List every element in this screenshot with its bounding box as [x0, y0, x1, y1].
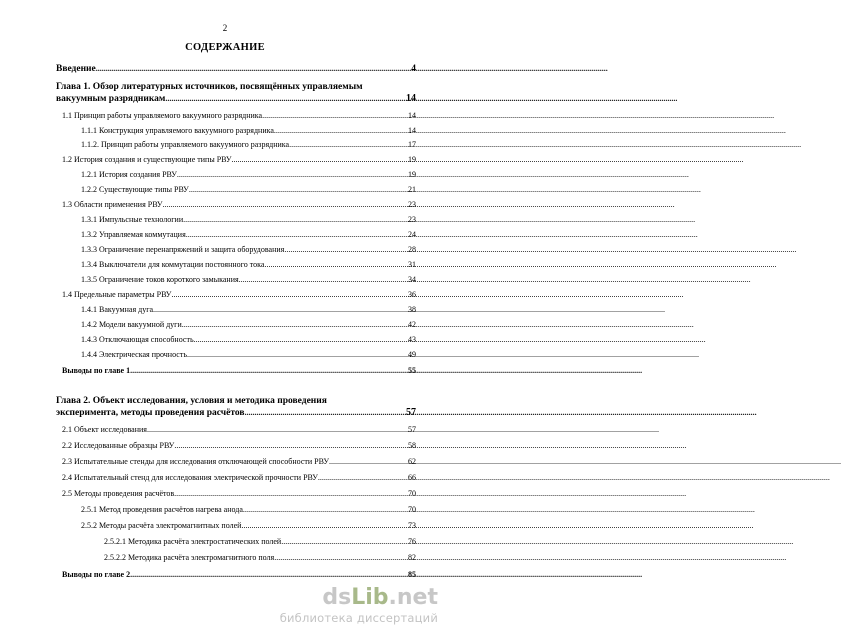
chapter-page: 14: [406, 93, 416, 104]
toc-entry[interactable]: [81, 245, 416, 255]
leader-dots: [96, 64, 412, 74]
leader-dots: [130, 570, 408, 580]
toc-entry-conclusions-1[interactable]: [62, 366, 416, 376]
toc-entry-label: 2.5.2.2 Методика расчёта электромагнитного поля: [104, 553, 275, 562]
toc-entry-page: 57: [408, 425, 416, 434]
toc-entry-page: 14: [408, 126, 416, 135]
toc-entry-page: 70: [408, 489, 416, 498]
leader-dots: [329, 457, 408, 467]
toc-entry-page: 19: [408, 155, 416, 164]
toc-entry-label: 2.1 Объект исследования: [62, 425, 147, 434]
toc-entry-page: 24: [408, 230, 416, 239]
toc-entry-label: 1.3.5 Ограничение токов короткого замыкания: [81, 275, 239, 284]
toc-entry[interactable]: [62, 425, 416, 435]
chapter-title-line2: вакуумным разрядникам: [56, 94, 166, 104]
toc-entry-label: 1.4.3 Отключающая способность: [81, 335, 194, 344]
toc-entry[interactable]: [62, 290, 416, 300]
toc-entry-label: 1.1.1 Конструкция управляемого вакуумного разрядника: [81, 126, 274, 135]
leader-dots: [232, 155, 409, 165]
watermark-subtitle: библиотека диссертаций: [279, 611, 438, 625]
toc-entry-label: 1.4.2 Модели вакуумной дуги: [81, 320, 182, 329]
toc-entry[interactable]: [62, 489, 416, 499]
toc-entry-page: 76: [408, 537, 416, 546]
toc-entry-page: 34: [408, 275, 416, 284]
logo-prefix: ds: [322, 585, 352, 610]
leader-dots: [284, 245, 408, 255]
toc-entry-label: 1.3.1 Импульсные технологии: [81, 215, 184, 224]
leader-dots: [174, 441, 408, 451]
toc-entry-label: 1.4 Предельные параметры РВУ: [62, 290, 172, 299]
toc-entry-label: Выводы по главе 1: [62, 366, 131, 375]
page-number: 2: [222, 23, 228, 33]
toc-entry-page: 42: [408, 320, 416, 329]
toc-entry-page: 82: [408, 553, 416, 562]
leader-dots: [177, 170, 408, 180]
toc-entry-page: 28: [408, 245, 416, 254]
toc-entry[interactable]: [62, 473, 416, 483]
toc-entry-label: 1.3 Области применения РВУ: [62, 200, 163, 209]
toc-entry-page: 38: [408, 305, 416, 314]
toc-entry-page: 66: [408, 473, 416, 482]
toc-entry[interactable]: [62, 457, 416, 467]
toc-entry-page: 17: [408, 140, 416, 149]
toc-entry-page: 4: [411, 64, 416, 74]
chapter-title-line1: Глава 2. Объект исследования, условия и методика проведения: [56, 396, 327, 406]
toc-entry-label: Введение: [56, 64, 96, 74]
toc-entry[interactable]: [81, 320, 416, 330]
toc-chapter-2[interactable]: [56, 395, 416, 419]
toc-entry-label: 2.2 Исследованные образцы РВУ: [62, 441, 175, 450]
leader-dots: [239, 275, 408, 285]
toc-entry-page: 36: [408, 290, 416, 299]
toc-entry[interactable]: [81, 350, 416, 360]
toc-entry[interactable]: [81, 140, 416, 150]
toc-entry-page: 43: [408, 335, 416, 344]
leader-dots: [241, 521, 408, 531]
leader-dots: [187, 350, 408, 360]
toc-entry[interactable]: [81, 275, 416, 285]
toc-entry-label: 2.5.2.1 Методика расчёта электростатических полей: [104, 537, 282, 546]
toc-entry[interactable]: [81, 215, 416, 225]
toc-entry[interactable]: [81, 305, 416, 315]
toc-entry-label: 1.3.3 Ограничение перенапряжений и защита оборудования: [81, 245, 285, 254]
chapter-title-line1: Глава 1. Обзор литературных источников, посвящённых управляемым: [56, 82, 363, 92]
leader-dots: [153, 305, 408, 315]
leader-dots: [318, 473, 408, 483]
toc-entry-label: 2.5 Методы проведения расчётов: [62, 489, 175, 498]
leader-dots: [281, 537, 408, 547]
toc-entry-page: 23: [408, 215, 416, 224]
watermark: [280, 587, 438, 625]
toc-entry-page: 31: [408, 260, 416, 269]
logo-accent: Lib: [351, 585, 389, 610]
toc-entry[interactable]: [81, 335, 416, 345]
leader-dots: [289, 140, 408, 150]
toc-entry[interactable]: [81, 521, 416, 531]
toc-entry-page: 55: [408, 366, 416, 375]
toc-entry[interactable]: [81, 260, 416, 270]
toc-entry-label: 1.1.2. Принцип работы управляемого вакуумного разрядника: [81, 140, 290, 149]
leader-dots: [245, 407, 406, 419]
watermark-logo: [280, 587, 438, 609]
toc-entry[interactable]: [104, 553, 416, 563]
toc-entry[interactable]: [81, 185, 416, 195]
toc-entry-page: 19: [408, 170, 416, 179]
toc-entry[interactable]: [62, 155, 416, 165]
toc-entry-page: 73: [408, 521, 416, 530]
toc-entry[interactable]: [81, 230, 416, 240]
toc-entry[interactable]: [81, 170, 416, 180]
toc-entry[interactable]: [104, 537, 416, 547]
leader-dots: [182, 320, 408, 330]
leader-dots: [163, 200, 408, 210]
leader-dots: [183, 215, 408, 225]
leader-dots: [189, 185, 408, 195]
toc-entry-page: 49: [408, 350, 416, 359]
toc-entry-page: 23: [408, 200, 416, 209]
toc-entry-label: 1.3.4 Выключатели для коммутации постоянного тока: [81, 260, 265, 269]
toc-heading: СОДЕРЖАНИЕ: [185, 42, 265, 53]
toc-entry-label: 1.1 Принцип работы управляемого вакуумного разрядника: [62, 111, 263, 120]
toc-entry-label: 2.4 Испытательный стенд для исследования электрической прочности РВУ: [62, 473, 318, 482]
toc-entry[interactable]: [62, 200, 416, 210]
leader-dots: [264, 260, 408, 270]
leader-dots: [165, 93, 406, 105]
toc-entry-label: 1.4.4 Электрическая прочность: [81, 350, 187, 359]
toc-entry[interactable]: [81, 126, 416, 136]
toc-entry-label: 1.4.1 Вакуумная дуга: [81, 305, 154, 314]
toc-entry-page: 21: [408, 185, 416, 194]
toc-entry-label: 2.3 Испытательные стенды для исследования отключающей способности РВУ: [62, 457, 329, 466]
toc-entry[interactable]: [62, 111, 416, 121]
chapter-page: 57: [406, 407, 416, 418]
toc-entry-page: 14: [408, 111, 416, 120]
leader-dots: [274, 553, 408, 563]
toc-entry-label: 2.5.2 Методы расчёта электромагнитных полей: [81, 521, 242, 530]
leader-dots: [186, 230, 408, 240]
toc-entry[interactable]: [62, 441, 416, 451]
leader-dots: [171, 290, 408, 300]
toc-entry-label: 1.2 История создания и существующие типы РВУ: [62, 155, 232, 164]
toc-chapter-1[interactable]: [56, 81, 416, 105]
leader-dots: [130, 366, 408, 376]
toc-entry-page: 85: [408, 570, 416, 579]
leader-dots: [174, 489, 408, 499]
leader-dots: [274, 126, 408, 136]
leader-dots: [194, 335, 408, 345]
toc-entry-page: 70: [408, 505, 416, 514]
toc-entry-label: 1.3.2 Управляемая коммутация: [81, 230, 186, 239]
leader-dots: [147, 425, 408, 435]
toc-entry-page: 62: [408, 457, 416, 466]
toc-entry-label: 1.2.2 Существующие типы РВУ: [81, 185, 189, 194]
toc-entry[interactable]: [81, 505, 416, 515]
toc-entry-label: 1.2.1 История создания РВУ: [81, 170, 177, 179]
chapter-title-line2: эксперимента, методы проведения расчётов: [56, 408, 245, 418]
toc-entry-page: 58: [408, 441, 416, 450]
toc-entry-intro[interactable]: [56, 64, 416, 74]
toc-entry-label: 2.5.1 Метод проведения расчётов нагрева анода: [81, 505, 243, 514]
toc-entry-label: Выводы по главе 2: [62, 570, 131, 579]
logo-suffix: .net: [388, 585, 438, 610]
leader-dots: [262, 111, 408, 121]
leader-dots: [243, 505, 408, 515]
toc-entry-conclusions-2[interactable]: [62, 570, 416, 580]
